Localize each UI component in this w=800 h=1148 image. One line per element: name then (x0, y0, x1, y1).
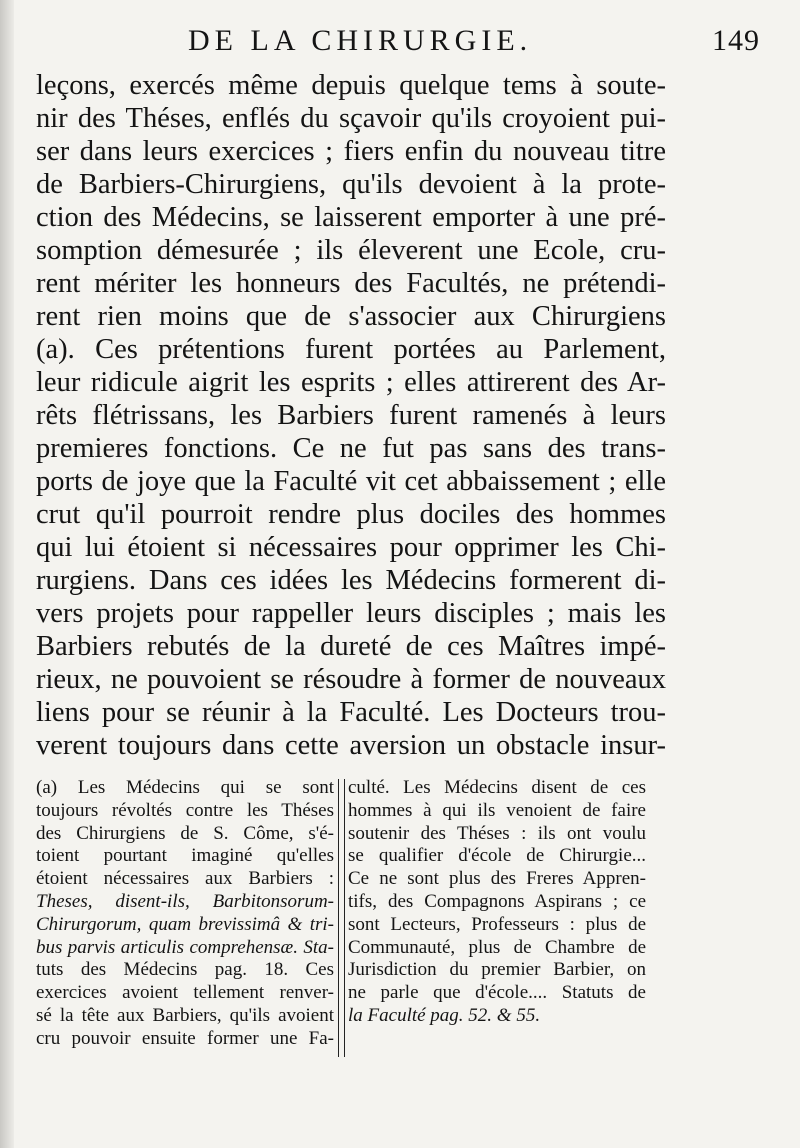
footnote-line: soutenir des Théses : ils ont voulu (348, 822, 646, 844)
text-line: verent toujours dans cette aversion un obstacle insur- (36, 730, 666, 761)
footnote-line: exercices avoient tellement renver- (36, 982, 334, 1004)
text-line: nir des Théses, enflés du sçavoir qu'ils croyoient pui- (36, 103, 666, 134)
page-header (40, 20, 772, 64)
footnote-line: (a) Les Médecins qui se sont (36, 777, 334, 798)
text-line: ction des Médecins, se laisserent emporter à une pré- (36, 202, 666, 233)
text-line: rent mériter les honneurs des Facultés, ne prétendi- (36, 268, 666, 299)
footnote-line: Jurisdiction du premier Barbier, on (348, 959, 646, 981)
footnote-line: bus parvis articulis comprehensæ. Sta- (36, 936, 334, 958)
column-divider-rule (338, 779, 345, 1057)
scan-shadow-edge (0, 0, 14, 1148)
text-line: rurgiens. Dans ces idées les Médecins formerent di- (36, 565, 666, 596)
text-line: ser dans leurs exercices ; fiers enfin du nouveau titre (36, 136, 666, 167)
text-line: ports de joye que la Faculté vit cet abbaissement ; elle (36, 466, 666, 497)
footnote-line: hommes à qui ils venoient de faire (348, 799, 646, 821)
footnote-line: Chirurgorum, quam brevissimâ & tri- (36, 913, 334, 935)
text-line: crut qu'il pourroit rendre plus dociles des hommes (36, 499, 666, 530)
text-line: de Barbiers-Chirurgiens, qu'ils devoient à la prote- (36, 169, 666, 200)
footnote-line: tuts des Médecins pag. 18. Ces (36, 959, 334, 981)
text-line: vers projets pour rappeller leurs disciples ; mais les (36, 598, 666, 629)
footnote-line: culté. Les Médecins disent de ces (348, 777, 646, 798)
footnote-line: Theses, disent-ils, Barbitonsorum- (36, 891, 334, 912)
footnote-line: se qualifier d'école de Chirurgie... (348, 845, 646, 867)
footnote-line: étoient nécessaires aux Barbiers : (36, 868, 334, 890)
footnote-line: des Chirurgiens de S. Côme, s'é- (36, 822, 334, 844)
footnote-column-left (36, 777, 334, 1067)
footnote-line: tifs, des Compagnons Aspirans ; ce (348, 891, 646, 912)
footnote-line: Communauté, plus de Chambre de (348, 936, 646, 958)
footnote-block (36, 777, 664, 1077)
text-line: Barbiers rebutés de la dureté de ces Maîtres impé- (36, 631, 666, 662)
footnote-line: la Faculté pag. 52. & 55. (348, 1005, 541, 1026)
footnote-line: sé la tête aux Barbiers, qu'ils avoient (36, 1005, 334, 1026)
page-number: 149 (712, 24, 760, 57)
footnote-line: toient pourtant imaginé qu'elles (36, 845, 334, 867)
footnote-column-right (348, 777, 646, 1067)
text-line: rêts flétrissans, les Barbiers furent ramenés à leurs (36, 400, 666, 431)
footnote-line: cru pouvoir ensuite former une Fa- (36, 1027, 334, 1049)
text-line: (a). Ces prétentions furent portées au Parlement, (36, 334, 666, 365)
text-line: rieux, ne pouvoient se résoudre à former de nouveaux (36, 664, 666, 695)
text-line: premieres fonctions. Ce ne fut pas sans des trans- (36, 433, 666, 464)
text-line: leur ridicule aigrit les esprits ; elles attirerent des Ar- (36, 367, 666, 398)
text-line: qui lui étoient si nécessaires pour opprimer les Chi- (36, 532, 666, 563)
footnote-line: sont Lecteurs, Professeurs : plus de (348, 913, 646, 935)
text-line: leçons, exercés même depuis quelque tems à soute- (36, 70, 666, 101)
text-line: liens pour se réunir à la Faculté. Les Docteurs trou- (36, 697, 666, 728)
footnote-line: Ce ne sont plus des Freres Appren- (348, 868, 646, 890)
footnote-line: ne parle que d'école.... Statuts de (348, 982, 646, 1004)
text-line: somption démesurée ; ils éleverent une Ecole, cru- (36, 235, 666, 266)
main-text-block (36, 66, 666, 766)
text-line: rent rien moins que de s'associer aux Chirurgiens (36, 301, 666, 332)
running-head: DE LA CHIRURGIE. (188, 24, 533, 57)
footnote-line: toujours révoltés contre les Théses (36, 799, 334, 821)
